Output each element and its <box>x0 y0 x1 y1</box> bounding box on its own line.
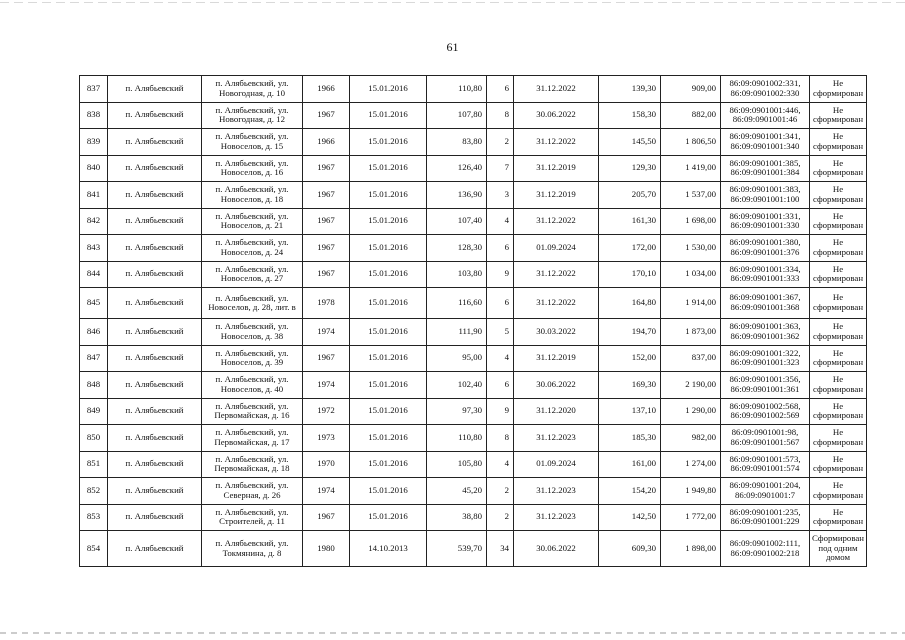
build-year-cell: 1970 <box>303 451 350 478</box>
cadastral-numbers-cell: 86:09:0901001:98, 86:09:0901001:567 <box>721 425 810 452</box>
area-cell: 107,40 <box>427 208 487 235</box>
settlement-cell: п. Алябьевский <box>108 208 202 235</box>
build-year-cell: 1967 <box>303 235 350 262</box>
resettlement-deadline-cell: 30.03.2022 <box>514 319 599 346</box>
recognition-date-cell: 15.01.2016 <box>350 102 427 129</box>
residents-cell: 9 <box>487 261 514 288</box>
cadastral-numbers-cell: 86:09:0901001:331, 86:09:0901001:330 <box>721 208 810 235</box>
land-area-cell: 1 806,50 <box>661 129 721 156</box>
recognition-date-cell: 15.01.2016 <box>350 478 427 505</box>
settlement-cell: п. Алябьевский <box>108 235 202 262</box>
page-number: 61 <box>446 40 459 54</box>
row-number-cell: 842 <box>80 208 108 235</box>
cadastral-numbers-cell: 86:09:0901001:363, 86:09:0901001:362 <box>721 319 810 346</box>
settlement-cell: п. Алябьевский <box>108 504 202 531</box>
land-status-cell: Не сформирован <box>810 451 867 478</box>
area-cell: 110,80 <box>427 425 487 452</box>
build-year-cell: 1980 <box>303 531 350 567</box>
address-cell: п. Алябьевский, ул. Северная, д. 26 <box>202 478 303 505</box>
recognition-date-cell: 15.01.2016 <box>350 155 427 182</box>
settlement-cell: п. Алябьевский <box>108 261 202 288</box>
table-row <box>80 319 867 346</box>
cadastral-numbers-cell: 86:09:0901001:356, 86:09:0901001:361 <box>721 372 810 399</box>
land-status-cell: Не сформирован <box>810 478 867 505</box>
cadastral-numbers-cell: 86:09:0901001:235, 86:09:0901001:229 <box>721 504 810 531</box>
row-number-cell: 841 <box>80 182 108 209</box>
land-area-cell: 1 034,00 <box>661 261 721 288</box>
settlement-cell: п. Алябьевский <box>108 478 202 505</box>
table-row <box>80 451 867 478</box>
residents-cell: 6 <box>487 288 514 319</box>
resettlement-deadline-cell: 31.12.2019 <box>514 345 599 372</box>
settlement-cell: п. Алябьевский <box>108 76 202 103</box>
table-row <box>80 155 867 182</box>
row-number-cell: 846 <box>80 319 108 346</box>
cost-cell: 609,30 <box>599 531 661 567</box>
address-cell: п. Алябьевский, ул. Строителей, д. 11 <box>202 504 303 531</box>
address-cell: п. Алябьевский, ул. Токмянина, д. 8 <box>202 531 303 567</box>
land-area-cell: 2 190,00 <box>661 372 721 399</box>
settlement-cell: п. Алябьевский <box>108 398 202 425</box>
resettlement-deadline-cell: 31.12.2020 <box>514 398 599 425</box>
resettlement-deadline-cell: 01.09.2024 <box>514 235 599 262</box>
recognition-date-cell: 15.01.2016 <box>350 345 427 372</box>
cost-cell: 137,10 <box>599 398 661 425</box>
resettlement-deadline-cell: 30.06.2022 <box>514 531 599 567</box>
recognition-date-cell: 15.01.2016 <box>350 319 427 346</box>
row-number-cell: 837 <box>80 76 108 103</box>
address-cell: п. Алябьевский, ул. Новоселов, д. 27 <box>202 261 303 288</box>
area-cell: 83,80 <box>427 129 487 156</box>
land-status-cell: Сформирован под одним домом <box>810 531 867 567</box>
cadastral-numbers-cell: 86:09:0901001:322, 86:09:0901001:323 <box>721 345 810 372</box>
residents-cell: 34 <box>487 531 514 567</box>
area-cell: 136,90 <box>427 182 487 209</box>
land-status-cell: Не сформирован <box>810 208 867 235</box>
land-status-cell: Не сформирован <box>810 345 867 372</box>
settlement-cell: п. Алябьевский <box>108 451 202 478</box>
area-cell: 97,30 <box>427 398 487 425</box>
cost-cell: 170,10 <box>599 261 661 288</box>
scan-artifact-top <box>0 2 905 3</box>
table-row <box>80 531 867 567</box>
cadastral-numbers-cell: 86:09:0901002:331, 86:09:0901002:330 <box>721 76 810 103</box>
residents-cell: 8 <box>487 425 514 452</box>
cost-cell: 194,70 <box>599 319 661 346</box>
land-area-cell: 1 537,00 <box>661 182 721 209</box>
table-row <box>80 372 867 399</box>
build-year-cell: 1973 <box>303 425 350 452</box>
cadastral-numbers-cell: 86:09:0901001:341, 86:09:0901001:340 <box>721 129 810 156</box>
address-cell: п. Алябьевский, ул. Новоселов, д. 40 <box>202 372 303 399</box>
cadastral-numbers-cell: 86:09:0901001:204, 86:09:0901001:7 <box>721 478 810 505</box>
recognition-date-cell: 15.01.2016 <box>350 451 427 478</box>
land-area-cell: 837,00 <box>661 345 721 372</box>
cost-cell: 129,30 <box>599 155 661 182</box>
build-year-cell: 1966 <box>303 76 350 103</box>
cadastral-numbers-cell: 86:09:0901001:367, 86:09:0901001:368 <box>721 288 810 319</box>
resettlement-deadline-cell: 01.09.2024 <box>514 451 599 478</box>
recognition-date-cell: 15.01.2016 <box>350 372 427 399</box>
area-cell: 107,80 <box>427 102 487 129</box>
row-number-cell: 851 <box>80 451 108 478</box>
address-cell: п. Алябьевский, ул. Новоселов, д. 28, лит. в <box>202 288 303 319</box>
resettlement-deadline-cell: 30.06.2022 <box>514 102 599 129</box>
land-status-cell: Не сформирован <box>810 235 867 262</box>
land-area-cell: 1 530,00 <box>661 235 721 262</box>
resettlement-deadline-cell: 31.12.2023 <box>514 478 599 505</box>
cost-cell: 152,00 <box>599 345 661 372</box>
build-year-cell: 1967 <box>303 182 350 209</box>
residents-cell: 8 <box>487 102 514 129</box>
recognition-date-cell: 15.01.2016 <box>350 398 427 425</box>
cost-cell: 161,30 <box>599 208 661 235</box>
cost-cell: 154,20 <box>599 478 661 505</box>
cost-cell: 185,30 <box>599 425 661 452</box>
row-number-cell: 838 <box>80 102 108 129</box>
table-row <box>80 504 867 531</box>
table-row <box>80 129 867 156</box>
residents-cell: 4 <box>487 345 514 372</box>
settlement-cell: п. Алябьевский <box>108 102 202 129</box>
land-area-cell: 1 419,00 <box>661 155 721 182</box>
cadastral-numbers-cell: 86:09:0901001:383, 86:09:0901001:100 <box>721 182 810 209</box>
recognition-date-cell: 15.01.2016 <box>350 425 427 452</box>
address-cell: п. Алябьевский, ул. Первомайская, д. 16 <box>202 398 303 425</box>
build-year-cell: 1966 <box>303 129 350 156</box>
recognition-date-cell: 15.01.2016 <box>350 261 427 288</box>
table-row <box>80 345 867 372</box>
cadastral-numbers-cell: 86:09:0901001:380, 86:09:0901001:376 <box>721 235 810 262</box>
address-cell: п. Алябьевский, ул. Новоселов, д. 18 <box>202 182 303 209</box>
cost-cell: 164,80 <box>599 288 661 319</box>
cadastral-numbers-cell: 86:09:0901001:446, 86:09:0901001:46 <box>721 102 810 129</box>
settlement-cell: п. Алябьевский <box>108 345 202 372</box>
residents-cell: 5 <box>487 319 514 346</box>
row-number-cell: 845 <box>80 288 108 319</box>
housing-registry-table <box>79 75 867 567</box>
land-area-cell: 882,00 <box>661 102 721 129</box>
build-year-cell: 1967 <box>303 155 350 182</box>
land-area-cell: 1 698,00 <box>661 208 721 235</box>
area-cell: 111,90 <box>427 319 487 346</box>
scan-artifact-bottom <box>0 632 905 634</box>
cadastral-numbers-cell: 86:09:0901001:573, 86:09:0901001:574 <box>721 451 810 478</box>
row-number-cell: 848 <box>80 372 108 399</box>
residents-cell: 6 <box>487 76 514 103</box>
land-status-cell: Не сформирован <box>810 155 867 182</box>
cost-cell: 172,00 <box>599 235 661 262</box>
row-number-cell: 850 <box>80 425 108 452</box>
cadastral-numbers-cell: 86:09:0901002:568, 86:09:0901002:569 <box>721 398 810 425</box>
cadastral-numbers-cell: 86:09:0901001:385, 86:09:0901001:384 <box>721 155 810 182</box>
land-status-cell: Не сформирован <box>810 319 867 346</box>
address-cell: п. Алябьевский, ул. Новоселов, д. 38 <box>202 319 303 346</box>
build-year-cell: 1978 <box>303 288 350 319</box>
table-row <box>80 398 867 425</box>
settlement-cell: п. Алябьевский <box>108 288 202 319</box>
address-cell: п. Алябьевский, ул. Новоселов, д. 21 <box>202 208 303 235</box>
residents-cell: 3 <box>487 182 514 209</box>
row-number-cell: 840 <box>80 155 108 182</box>
residents-cell: 6 <box>487 372 514 399</box>
recognition-date-cell: 15.01.2016 <box>350 208 427 235</box>
table-row <box>80 182 867 209</box>
row-number-cell: 853 <box>80 504 108 531</box>
row-number-cell: 843 <box>80 235 108 262</box>
recognition-date-cell: 15.01.2016 <box>350 504 427 531</box>
row-number-cell: 839 <box>80 129 108 156</box>
resettlement-deadline-cell: 31.12.2019 <box>514 155 599 182</box>
settlement-cell: п. Алябьевский <box>108 155 202 182</box>
land-area-cell: 1 949,80 <box>661 478 721 505</box>
area-cell: 38,80 <box>427 504 487 531</box>
area-cell: 105,80 <box>427 451 487 478</box>
residents-cell: 2 <box>487 129 514 156</box>
build-year-cell: 1974 <box>303 478 350 505</box>
land-status-cell: Не сформирован <box>810 288 867 319</box>
address-cell: п. Алябьевский, ул. Новоселов, д. 24 <box>202 235 303 262</box>
build-year-cell: 1967 <box>303 504 350 531</box>
row-number-cell: 852 <box>80 478 108 505</box>
resettlement-deadline-cell: 31.12.2022 <box>514 261 599 288</box>
cost-cell: 158,30 <box>599 102 661 129</box>
build-year-cell: 1967 <box>303 208 350 235</box>
area-cell: 539,70 <box>427 531 487 567</box>
resettlement-deadline-cell: 31.12.2022 <box>514 129 599 156</box>
recognition-date-cell: 14.10.2013 <box>350 531 427 567</box>
residents-cell: 6 <box>487 235 514 262</box>
residents-cell: 9 <box>487 398 514 425</box>
recognition-date-cell: 15.01.2016 <box>350 288 427 319</box>
settlement-cell: п. Алябьевский <box>108 425 202 452</box>
resettlement-deadline-cell: 31.12.2023 <box>514 504 599 531</box>
table-row <box>80 76 867 103</box>
cost-cell: 142,50 <box>599 504 661 531</box>
build-year-cell: 1967 <box>303 345 350 372</box>
area-cell: 102,40 <box>427 372 487 399</box>
land-status-cell: Не сформирован <box>810 261 867 288</box>
land-status-cell: Не сформирован <box>810 129 867 156</box>
address-cell: п. Алябьевский, ул. Первомайская, д. 17 <box>202 425 303 452</box>
build-year-cell: 1967 <box>303 102 350 129</box>
row-number-cell: 854 <box>80 531 108 567</box>
land-status-cell: Не сформирован <box>810 76 867 103</box>
land-status-cell: Не сформирован <box>810 425 867 452</box>
recognition-date-cell: 15.01.2016 <box>350 129 427 156</box>
resettlement-deadline-cell: 31.12.2022 <box>514 76 599 103</box>
recognition-date-cell: 15.01.2016 <box>350 76 427 103</box>
area-cell: 128,30 <box>427 235 487 262</box>
residents-cell: 4 <box>487 208 514 235</box>
land-area-cell: 1 898,00 <box>661 531 721 567</box>
recognition-date-cell: 15.01.2016 <box>350 182 427 209</box>
build-year-cell: 1967 <box>303 261 350 288</box>
settlement-cell: п. Алябьевский <box>108 129 202 156</box>
address-cell: п. Алябьевский, ул. Новоселов, д. 15 <box>202 129 303 156</box>
land-area-cell: 1 772,00 <box>661 504 721 531</box>
table-row <box>80 288 867 319</box>
address-cell: п. Алябьевский, ул. Новоселов, д. 39 <box>202 345 303 372</box>
cost-cell: 205,70 <box>599 182 661 209</box>
address-cell: п. Алябьевский, ул. Новогодная, д. 12 <box>202 102 303 129</box>
resettlement-deadline-cell: 30.06.2022 <box>514 372 599 399</box>
table-row <box>80 425 867 452</box>
area-cell: 116,60 <box>427 288 487 319</box>
area-cell: 103,80 <box>427 261 487 288</box>
cost-cell: 161,00 <box>599 451 661 478</box>
row-number-cell: 847 <box>80 345 108 372</box>
area-cell: 110,80 <box>427 76 487 103</box>
build-year-cell: 1974 <box>303 372 350 399</box>
land-area-cell: 909,00 <box>661 76 721 103</box>
build-year-cell: 1974 <box>303 319 350 346</box>
land-area-cell: 1 274,00 <box>661 451 721 478</box>
area-cell: 95,00 <box>427 345 487 372</box>
table-row <box>80 208 867 235</box>
residents-cell: 2 <box>487 478 514 505</box>
area-cell: 45,20 <box>427 478 487 505</box>
land-status-cell: Не сформирован <box>810 102 867 129</box>
residents-cell: 2 <box>487 504 514 531</box>
land-status-cell: Не сформирован <box>810 398 867 425</box>
residents-cell: 4 <box>487 451 514 478</box>
residents-cell: 7 <box>487 155 514 182</box>
area-cell: 126,40 <box>427 155 487 182</box>
recognition-date-cell: 15.01.2016 <box>350 235 427 262</box>
settlement-cell: п. Алябьевский <box>108 531 202 567</box>
row-number-cell: 844 <box>80 261 108 288</box>
land-area-cell: 1 873,00 <box>661 319 721 346</box>
table-row <box>80 102 867 129</box>
table-row <box>80 478 867 505</box>
cadastral-numbers-cell: 86:09:0901001:334, 86:09:0901001:333 <box>721 261 810 288</box>
address-cell: п. Алябьевский, ул. Новогодная, д. 10 <box>202 76 303 103</box>
table-row <box>80 261 867 288</box>
resettlement-deadline-cell: 31.12.2022 <box>514 288 599 319</box>
cost-cell: 145,50 <box>599 129 661 156</box>
address-cell: п. Алябьевский, ул. Новоселов, д. 16 <box>202 155 303 182</box>
address-cell: п. Алябьевский, ул. Первомайская, д. 18 <box>202 451 303 478</box>
resettlement-deadline-cell: 31.12.2022 <box>514 208 599 235</box>
table-body <box>80 76 867 567</box>
land-status-cell: Не сформирован <box>810 504 867 531</box>
land-area-cell: 982,00 <box>661 425 721 452</box>
table-row <box>80 235 867 262</box>
land-status-cell: Не сформирован <box>810 372 867 399</box>
build-year-cell: 1972 <box>303 398 350 425</box>
cost-cell: 169,30 <box>599 372 661 399</box>
land-area-cell: 1 914,00 <box>661 288 721 319</box>
resettlement-deadline-cell: 31.12.2023 <box>514 425 599 452</box>
settlement-cell: п. Алябьевский <box>108 372 202 399</box>
settlement-cell: п. Алябьевский <box>108 319 202 346</box>
land-area-cell: 1 290,00 <box>661 398 721 425</box>
resettlement-deadline-cell: 31.12.2019 <box>514 182 599 209</box>
cost-cell: 139,30 <box>599 76 661 103</box>
settlement-cell: п. Алябьевский <box>108 182 202 209</box>
row-number-cell: 849 <box>80 398 108 425</box>
cadastral-numbers-cell: 86:09:0901002:111, 86:09:0901002:218 <box>721 531 810 567</box>
land-status-cell: Не сформирован <box>810 182 867 209</box>
